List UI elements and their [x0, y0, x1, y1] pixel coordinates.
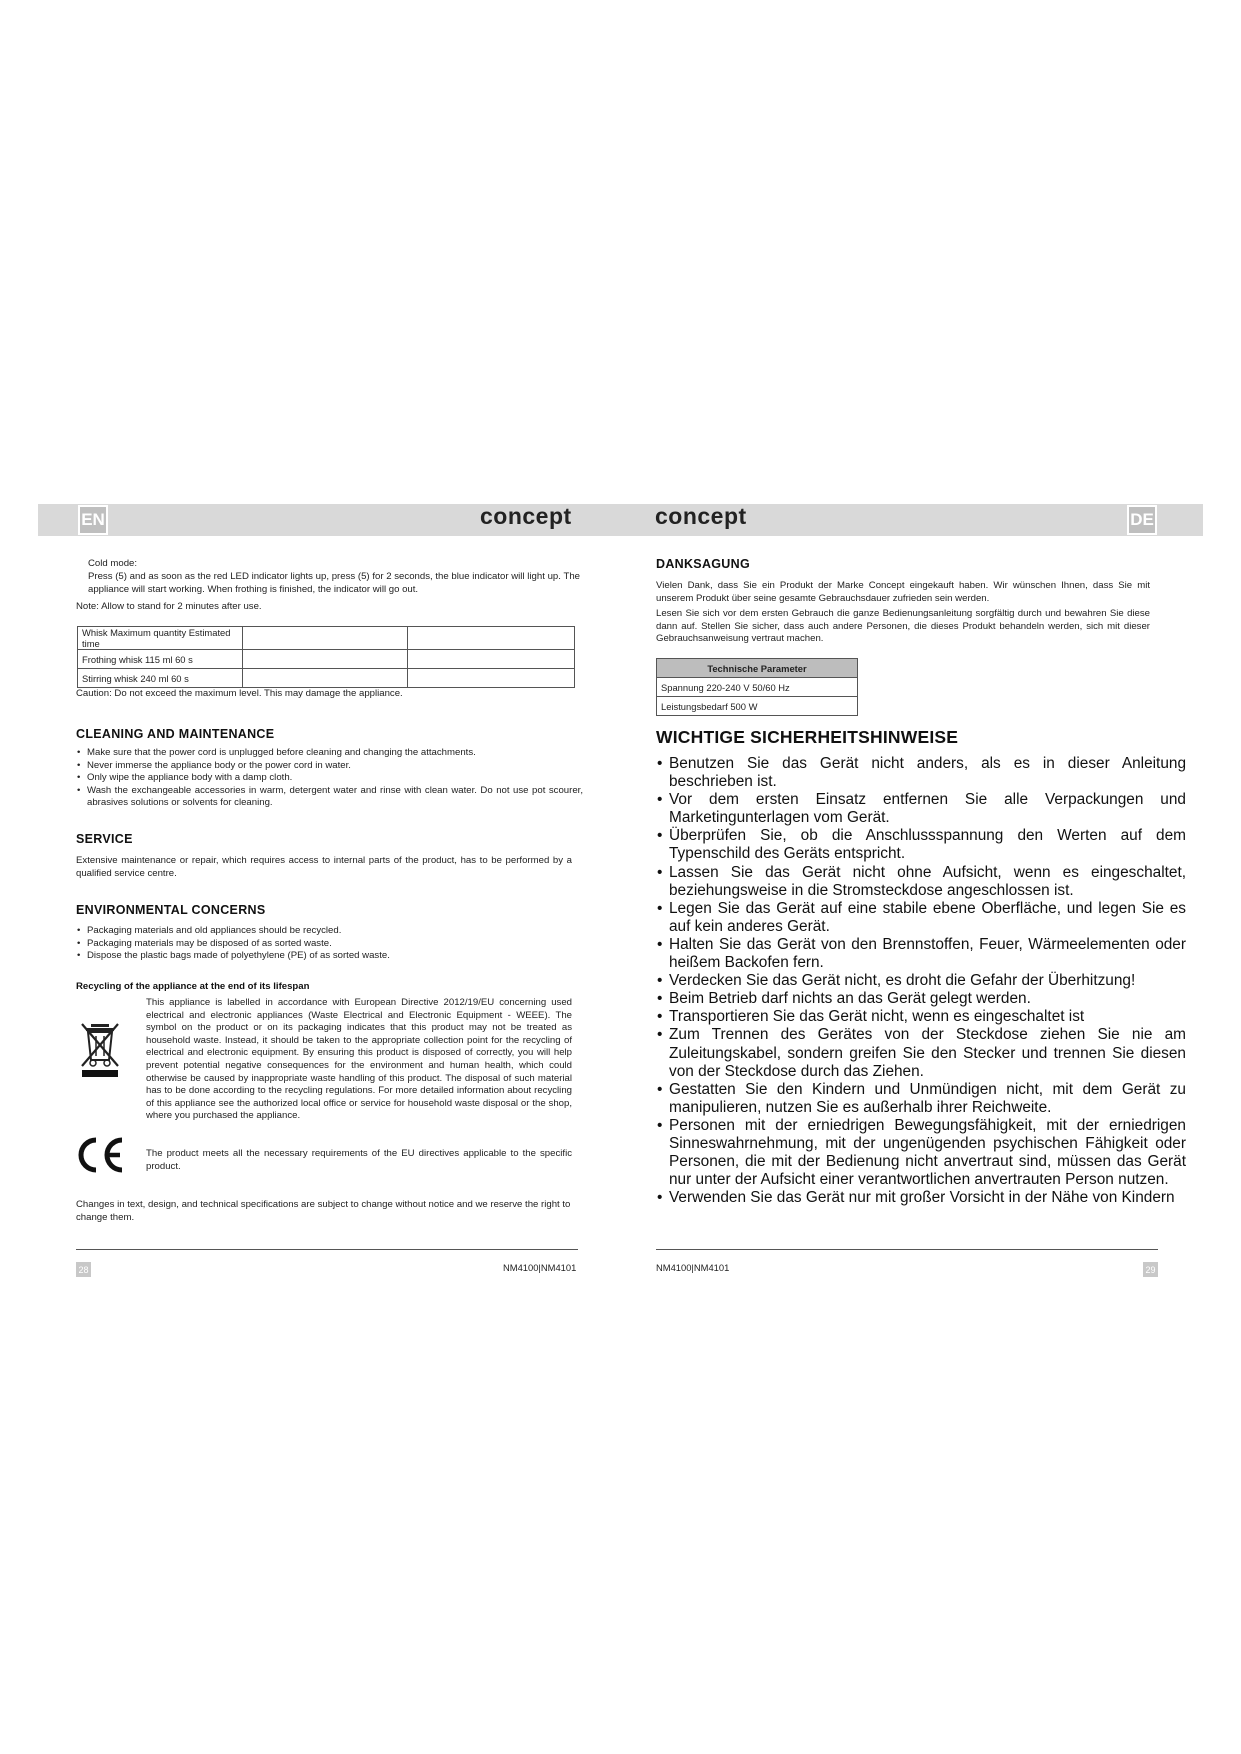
footer-rule [656, 1249, 1158, 1250]
page-right-de [620, 0, 1241, 1754]
table-cell: Leistungsbedarf 500 W [657, 697, 858, 716]
list-item: • Beim Betrieb darf nichts an das Gerät gelegt werden. [656, 990, 1186, 1008]
page-number: 29 [1143, 1262, 1158, 1277]
footer-rule [76, 1249, 578, 1250]
table-cell [243, 650, 408, 669]
list-item: • Halten Sie das Gerät von den Brennstoffen, Feuer, Wärmeelementen oder heißem Backofen fern. [656, 936, 1186, 972]
danksagung-heading: DANKSAGUNG [656, 557, 750, 571]
recycling-heading: Recycling of the appliance at the end of its lifespan [76, 981, 310, 992]
table-cell [408, 650, 575, 669]
table-header: Technische Parameter [657, 659, 858, 678]
environment-list [75, 925, 575, 963]
ce-text: The product meets all the necessary requirements of the EU directives applicable to the specific product. [146, 1148, 572, 1172]
note-text: Note: Allow to stand for 2 minutes after use. [76, 601, 262, 612]
table-cell: Frothing whisk 115 ml 60 s [78, 650, 243, 669]
list-item: • Dispose the plastic bags made of polyethylene (PE) of as sorted waste. [75, 950, 575, 963]
language-badge: DE [1127, 505, 1157, 535]
page-number: 28 [76, 1262, 91, 1277]
table-row [78, 650, 575, 669]
table-row [78, 669, 575, 688]
table-cell: Whisk Maximum quantity Estimated time [78, 627, 243, 650]
cleaning-heading: CLEANING AND MAINTENANCE [76, 727, 275, 741]
table-cell [243, 627, 408, 650]
list-item: • Verdecken Sie das Gerät nicht, es droht die Gefahr der Überhitzung! [656, 972, 1186, 990]
list-item: • Legen Sie das Gerät auf eine stabile ebene Oberfläche, und legen Sie es auf kein anderes Gerät. [656, 900, 1186, 936]
list-item: • Vor dem ersten Einsatz entfernen Sie alle Verpackungen und Marketingunterlagen vom Gerät. [656, 791, 1186, 827]
language-badge: EN [78, 505, 108, 535]
service-heading: SERVICE [76, 832, 133, 846]
list-item: • Make sure that the power cord is unplugged before cleaning and changing the attachments. [75, 747, 583, 760]
list-item: • Benutzen Sie das Gerät nicht anders, als es in dieser Anleitung beschrieben ist. [656, 755, 1186, 791]
list-item: • Lassen Sie das Gerät nicht ohne Aufsicht, wenn es eingeschaltet, beziehungsweise in die Stromsteckdose angeschlossen ist. [656, 864, 1186, 900]
table-cell: Stirring whisk 240 ml 60 s [78, 669, 243, 688]
weee-bin-icon [76, 1020, 126, 1078]
safety-list [656, 755, 1186, 1207]
page-left-en [0, 0, 620, 1754]
safety-heading: WICHTIGE SICHERHEITSHINWEISE [656, 727, 959, 747]
table-header-row [657, 659, 858, 678]
list-item: • Gestatten Sie den Kindern und Unmündigen nicht, mit dem Gerät zu manipulieren, nutzen Sie es außerhalb ihrer Reichweite. [656, 1081, 1186, 1117]
table-row [657, 697, 858, 716]
list-item: • Transportieren Sie das Gerät nicht, wenn es eingeschaltet ist [656, 1008, 1186, 1026]
table-cell [408, 669, 575, 688]
cleaning-list [75, 747, 583, 810]
model-number: NM4100|NM4101 [656, 1262, 730, 1273]
list-item: • Personen mit der erniedrigen Bewegungsfähigkeit, mit der erniedrigen Sinneswahrnehmung, mit der ungenügenden psychischen Fähigkeit oder Personen, die mit der Bedienung nicht anvertraut sind, müssen das Gerät nur unter der Aufsicht einer verantwortlichen anvertrauten Person nutzen. [656, 1117, 1186, 1189]
list-item: • Never immerse the appliance body or the power cord in water. [75, 760, 583, 773]
service-text: Extensive maintenance or repair, which requires access to internal parts of the product, has to be performed by a qualified service centre. [76, 855, 572, 879]
table-cell [243, 669, 408, 688]
cold-mode-title: Cold mode: [88, 558, 138, 569]
list-item: • Überprüfen Sie, ob die Anschlussspannung den Werten auf dem Typenschild des Geräts entspricht. [656, 827, 1186, 863]
table-row [657, 678, 858, 697]
table-cell [408, 627, 575, 650]
list-item: • Zum Trennen des Gerätes von der Steckdose ziehen Sie nie am Zuleitungskabel, sondern greifen Sie den Stecker und trennen Sie diesen von der Steckdose durch das Ziehen. [656, 1026, 1186, 1080]
table-row [78, 627, 575, 650]
brand-logo: concept [655, 503, 747, 529]
tech-params-table [656, 658, 858, 716]
environment-heading: ENVIRONMENTAL CONCERNS [76, 903, 266, 917]
recycling-text: This appliance is labelled in accordance with European Directive 2012/19/EU concerning used electrical and electronic appliances (Waste Electrical and Electronic Equipment - WEEE). The symbol on the product or on its packaging indicates that this product may not be treated as household waste. Instead, it should be taken to the appropriate collection point for the recycling of electrical and electronic equipment. By ensuring this product is disposed of correctly, you will help prevent potential negative consequences for the environment and human health, which could otherwise be caused by inappropriate waste handling of this product. The disposal of such material has to be done according to the recycling regulations. For more detailed information about recycling of this appliance see the authorized local office or service for household waste disposal or the shop, where you purchased the appliance. [146, 997, 572, 1122]
list-item: • Verwenden Sie das Gerät nur mit großer Vorsicht in der Nähe von Kindern [656, 1189, 1186, 1207]
changes-text: Changes in text, design, and technical specifications are subject to change without notice and we reserve the right to change them. [76, 1199, 571, 1223]
table-cell: Spannung 220-240 V 50/60 Hz [657, 678, 858, 697]
list-item: • Only wipe the appliance body with a damp cloth. [75, 772, 583, 785]
list-item: • Wash the exchangeable accessories in warm, detergent water and rinse with clean water. Do not use pot scourer, abrasives solutions or solvents for cleaning. [75, 785, 583, 810]
caution-text: Caution: Do not exceed the maximum level. This may damage the appliance. [76, 688, 403, 699]
danksagung-text: Vielen Dank, dass Sie ein Produkt der Marke Concept eingekauft haben. Wir wünschen Ihnen, dass Sie mit unserem Produkt über seine gesamte Gebrauchsdauer zufrieden sein werden. [656, 580, 1150, 604]
list-item: • Packaging materials may be disposed of as sorted waste. [75, 938, 575, 951]
list-item: • Packaging materials and old appliances should be recycled. [75, 925, 575, 938]
cold-mode-text: Press (5) and as soon as the red LED indicator lights up, press (5) for 2 seconds, the blue indicator will light up. The appliance will start working. When frothing is finished, the indicator will go out. [88, 571, 580, 595]
model-number: NM4100|NM4101 [503, 1262, 577, 1273]
brand-logo: concept [480, 503, 572, 529]
instructions-text: Lesen Sie sich vor dem ersten Gebrauch die ganze Bedienungsanleitung sorgfältig durch und bewahren Sie diese dann auf. Stellen Sie sicher, dass auch andere Personen, die dieses Produkt behandeln werden, sich mit dieser Gebrauchsanweisung vertraut machen. [656, 608, 1150, 645]
ce-mark-icon [74, 1135, 126, 1175]
quantity-table [77, 626, 575, 688]
